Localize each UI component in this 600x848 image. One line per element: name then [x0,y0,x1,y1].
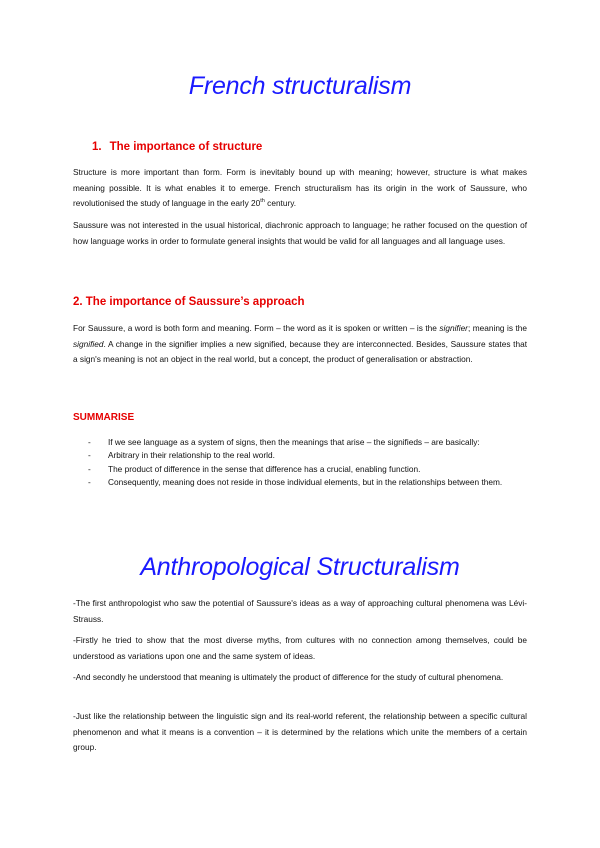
paragraph-convention: -Just like the relationship between the linguistic sign and its real-world referent, the relationship between a specific cultural phenomenon and what it means is a convention – it is determined by the relations which unite the members of a certain group. [73,711,527,752]
list-item [88,463,528,476]
paragraph-text: . A change in the signifier implies a new signified, because they are interconnected. Besides, Saussure states that a sign's meaning is not an object in the real world, but a concept, the product of generalisation or abstraction. [73,338,527,364]
paragraph-saussure-approach: Saussure was not interested in the usual historical, diachronic approach to language; he rather focused on the question of how language works in order to formulate general insights that would be valid for all languages and all language uses. [73,220,527,246]
section-heading-importance-of-structure [92,141,262,153]
term-signified: signified [73,338,104,349]
paragraph-text: For Saussure, a word is both form and meaning. Form – the word as it is spoken or written – is the [73,323,440,333]
section-number: 1. [92,141,102,153]
paragraph-myths: -Firstly he tried to show that the most diverse myths, from cultures with no connection among themselves, could be understood as variations upon one and the same system of ideas. [73,635,527,661]
dash-bullet: - [88,437,91,447]
title-anthropological-structuralism: Anthropological Structuralism [140,553,460,581]
dash-bullet: - [88,463,91,474]
paragraph-text: century. [264,198,297,208]
list-item-text: Consequently, meaning does not reside in those individual elements, but in the relationships between them. [108,477,503,488]
paragraph-meaning-difference: -And secondly he understood that meaning is ultimately the product of difference for the study of cultural phenomena. [73,672,504,682]
summary-heading: SUMMARISE [73,412,135,423]
section-heading-saussure-approach: 2. The importance of Saussure’s approach [73,296,305,308]
term-signifier: signifier [439,323,468,333]
paragraph-form-and-meaning [73,321,527,368]
paragraph-levi-strauss: -The first anthropologist who saw the potential of Saussure's ideas as a way of approaching cultural phenomena was Lévi-Strauss. [73,598,527,624]
dash-bullet: - [88,450,91,461]
list-item [88,436,528,449]
dash-bullet: - [88,477,91,488]
list-item-text: Arbitrary in their relationship to the real world. [108,450,275,461]
section-heading-text: The importance of structure [109,141,263,153]
list-item-text: If we see language as a system of signs, then the meanings that arise – the signifieds – are basically: [108,437,480,447]
paragraph-structure [73,165,527,212]
summary-list [88,436,528,490]
list-item [88,449,528,462]
paragraph-text: Structure is more important than form. Form is inevitably bound up with meaning; however, structure is what makes meaning possible. It is what enables it to emerge. French structuralism has its origin in the work of Saussure, who revolutionised the study of language in the early 20 [73,167,527,208]
list-item-text: The product of difference in the sense that difference has a crucial, enabling function. [108,463,421,474]
paragraph-text: ; meaning is the [467,323,527,333]
title-french-structuralism: French structuralism [188,72,412,100]
superscript: th [260,198,265,205]
list-item [88,476,528,489]
